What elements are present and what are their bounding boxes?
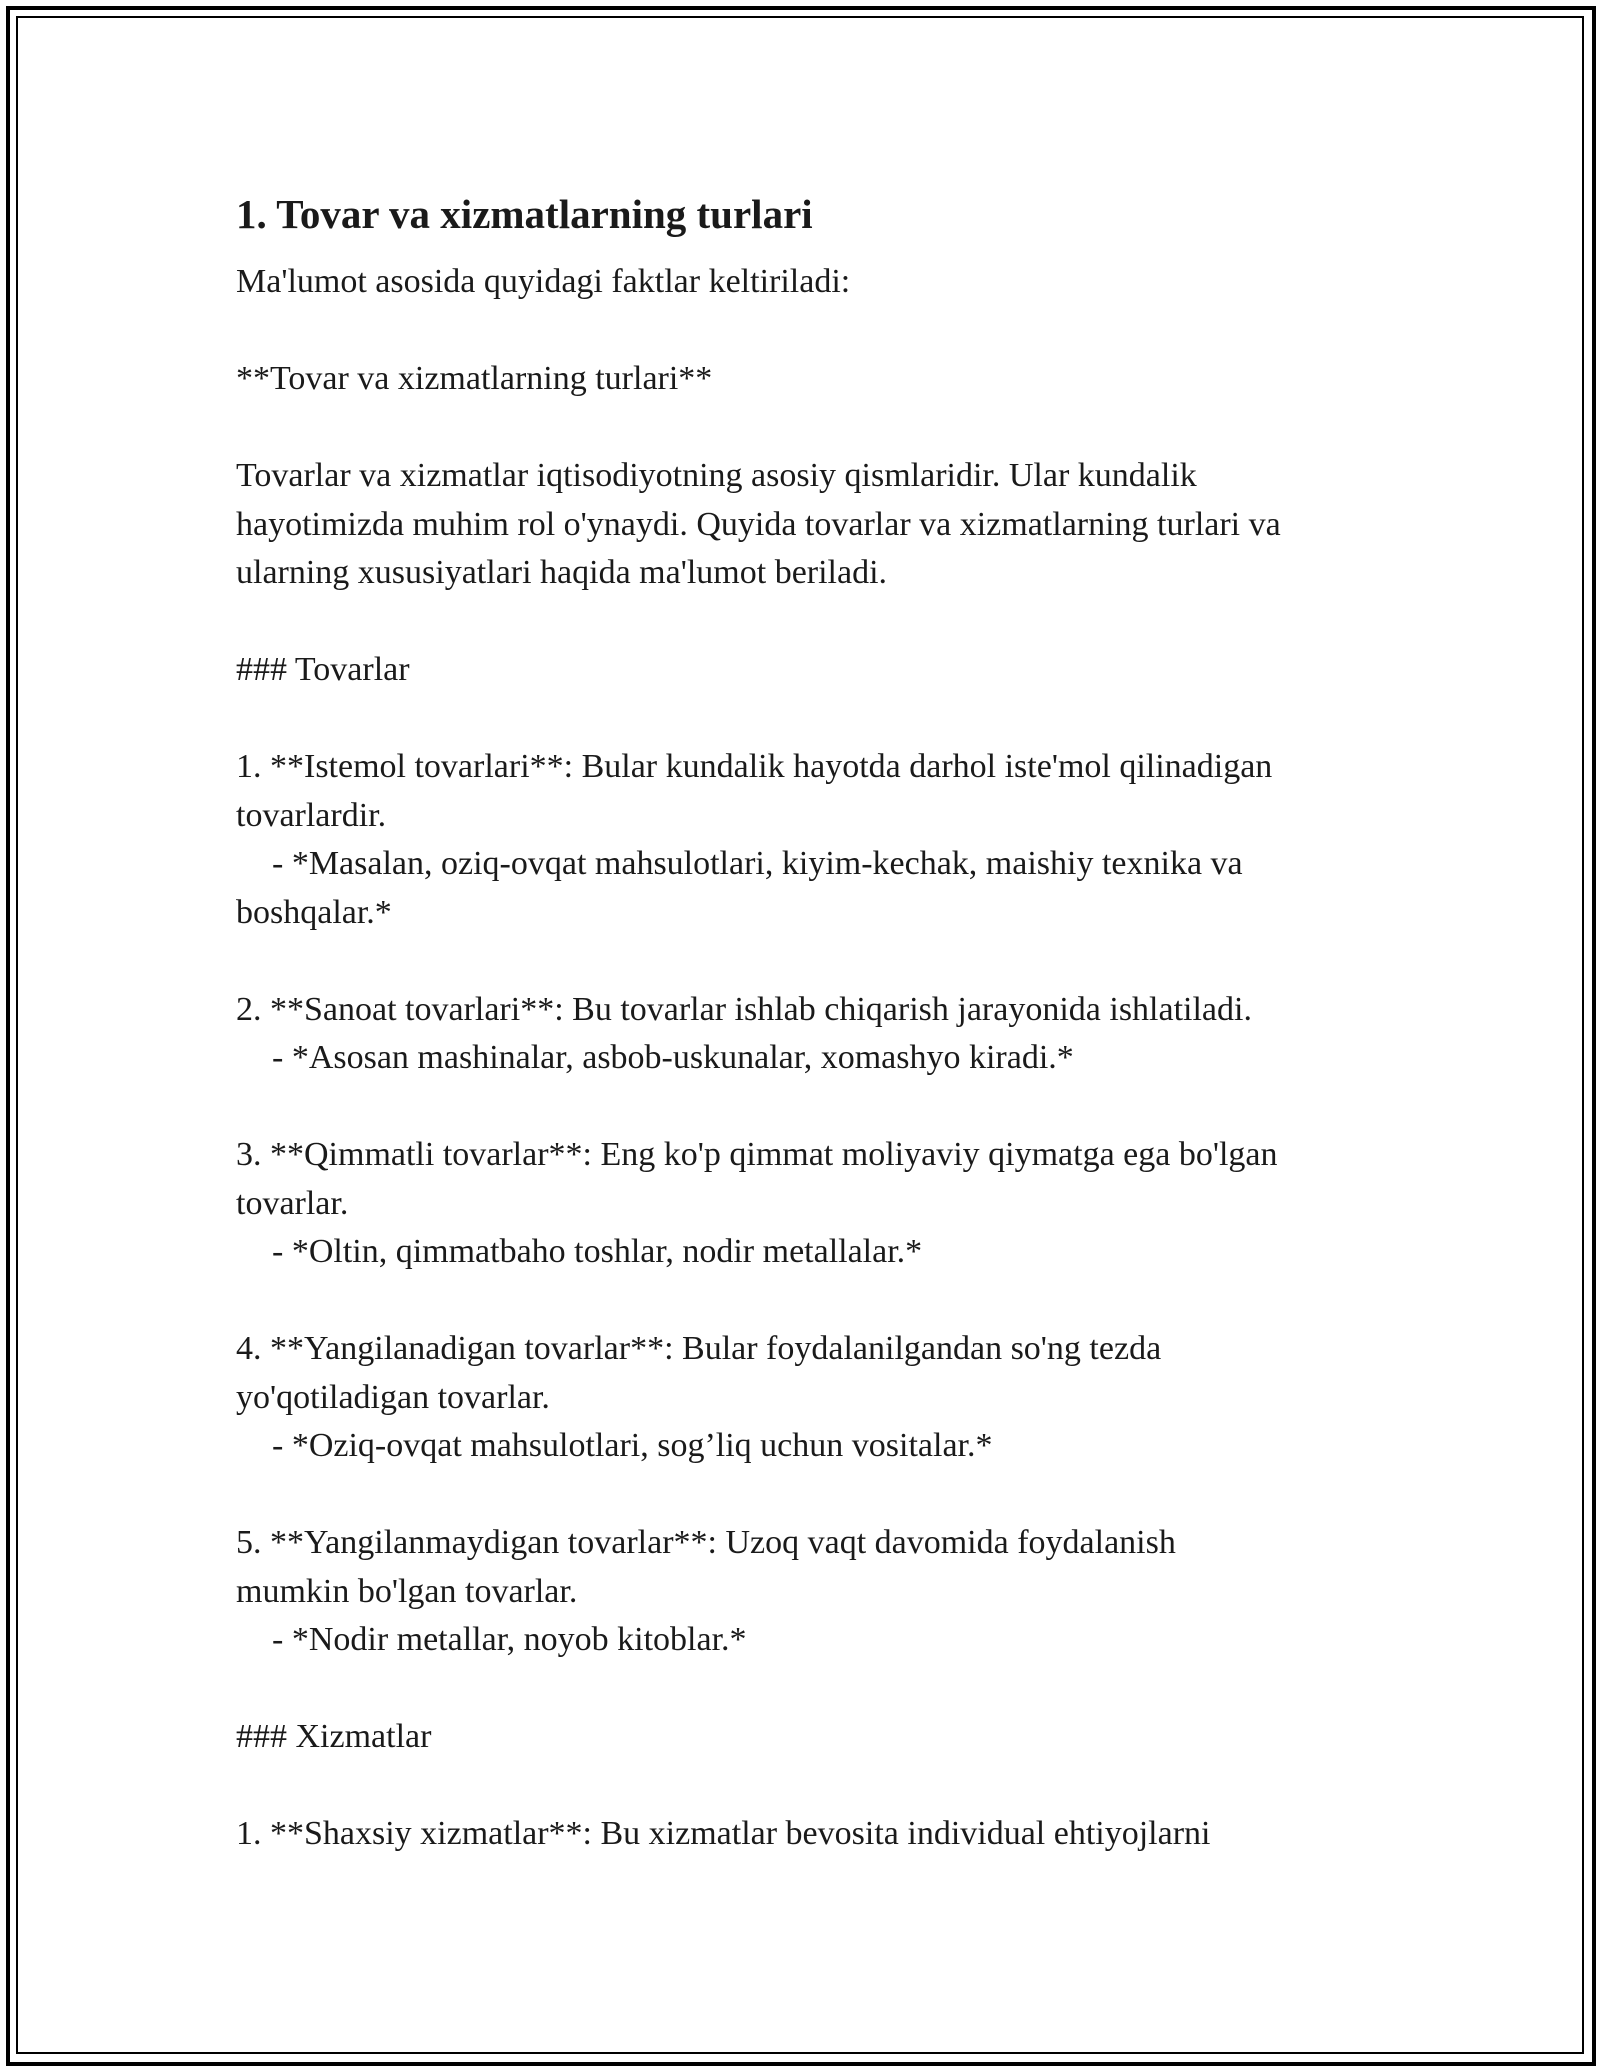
list-item: 5. **Yangilanmaydigan tovarlar**: Uzoq vaqt davomida foydalanish: [236, 1524, 1176, 1561]
list-item: 2. **Sanoat tovarlari**: Bu tovarlar ishlab chiqarish jarayonida ishlatiladi.: [236, 990, 1252, 1028]
list-item: tovarlardir.: [236, 796, 387, 834]
spacer: [236, 1471, 1396, 1520]
spacer: [236, 937, 1396, 986]
list-sub-item: - *Asosan mashinalar, asbob-uskunalar, xomashyo kiradi.*: [272, 1039, 1074, 1076]
document-body: [236, 186, 1396, 1859]
spacer: [236, 1083, 1396, 1132]
bold-heading: **Tovar va xizmatlarning turlari**: [236, 360, 713, 397]
list-item: 1. **Shaxsiy xizmatlar**: Bu xizmatlar bevosita individual ehtiyojlarni: [236, 1815, 1211, 1852]
document-title: 1. Tovar va xizmatlarning turlari: [236, 191, 813, 237]
list-sub-item: boshqalar.*: [236, 893, 392, 931]
list-sub-item: - *Oltin, qimmatbaho toshlar, nodir metallalar.*: [272, 1233, 923, 1270]
list-item: 1. **Istemol tovarlari**: Bular kundalik hayotda darhol iste'mol qilinadigan: [236, 748, 1273, 785]
list-item: yo'qotiladigan tovarlar.: [236, 1378, 550, 1416]
list-sub-item: - *Nodir metallar, noyob kitoblar.*: [272, 1621, 747, 1658]
list-sub-item: - *Masalan, oziq-ovqat mahsulotlari, kiyim-kechak, maishiy texnika va: [272, 845, 1243, 882]
paragraph-line: hayotimizda muhim rol o'ynaydi. Quyida tovarlar va xizmatlarning turlari va: [236, 505, 1281, 543]
spacer: [236, 1762, 1396, 1811]
list-item: tovarlar.: [236, 1184, 349, 1222]
section-heading-services: ### Xizmatlar: [236, 1718, 432, 1755]
intro-text: Ma'lumot asosida quyidagi faktlar keltiriladi:: [236, 263, 851, 300]
section-heading-goods: ### Tovarlar: [236, 651, 410, 688]
paragraph-line: Tovarlar va xizmatlar iqtisodiyotning asosiy qismlaridir. Ular kundalik: [236, 457, 1197, 494]
spacer: [236, 404, 1396, 453]
list-sub-item: - *Oziq-ovqat mahsulotlari, sog’liq uchun vositalar.*: [272, 1427, 993, 1464]
spacer: [236, 598, 1396, 647]
list-item: 3. **Qimmatli tovarlar**: Eng ko'p qimmat moliyaviy qiymatga ega bo'lgan: [236, 1136, 1278, 1173]
spacer: [236, 695, 1396, 744]
list-item: 4. **Yangilanadigan tovarlar**: Bular foydalanilgandan so'ng tezda: [236, 1330, 1162, 1367]
spacer: [236, 1277, 1396, 1326]
paragraph-line: ularning xususiyatlari haqida ma'lumot beriladi.: [236, 554, 888, 591]
spacer: [236, 1665, 1396, 1714]
list-item: mumkin bo'lgan tovarlar.: [236, 1572, 578, 1610]
spacer: [236, 307, 1396, 356]
